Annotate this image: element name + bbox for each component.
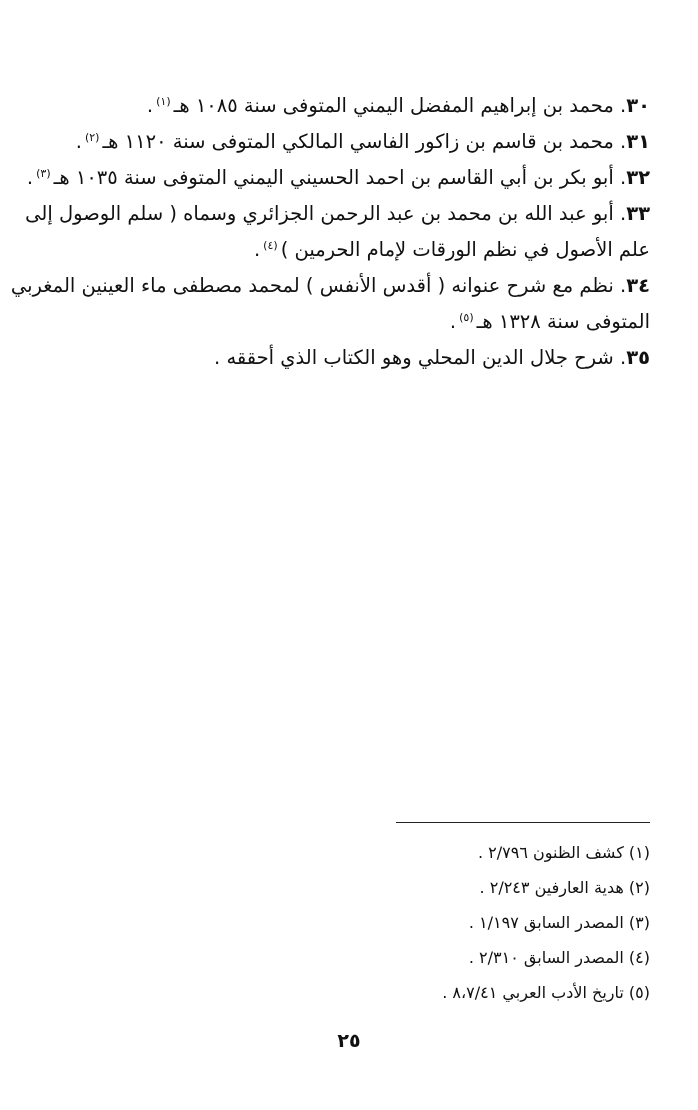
entry-end: . <box>253 238 261 261</box>
list-item <box>72 88 650 124</box>
manuscript-list <box>10 88 650 376</box>
footnotes <box>250 835 650 1010</box>
footnote: (٥) تاريخ الأدب العربي ٨،٧/٤١ . <box>442 983 650 1002</box>
entry-text: شرح جلال الدين المحلي وهو الكتاب الذي أحققه . <box>214 346 614 369</box>
footnote-ref: (٢) <box>84 130 100 144</box>
footnote-divider <box>396 822 650 823</box>
footnote-ref: (٥) <box>459 310 474 324</box>
footnote-ref: (١) <box>156 94 171 108</box>
entry-text: نظم مع شرح عنوانه ( أقدس الأنفس ) لمحمد مصطفى ماء العينين المغربي <box>10 274 614 297</box>
entry-line: ٣٣. أبو عبد الله بن محمد بن عبد الرحمن الجزائري وسماه ( سلم الوصول إلى <box>25 202 650 225</box>
page-number: ٢٥ <box>337 1030 361 1052</box>
entry-line: ٣٤. نظم مع شرح عنوانه ( أقدس الأنفس ) لمحمد مصطفى ماء العينين المغربي <box>10 274 650 297</box>
list-item <box>26 160 650 196</box>
entry-text: المتوفى سنة ١٣٢٨ هـ <box>476 310 650 333</box>
entry-number: ٣٥ <box>626 346 650 369</box>
entry-end: . <box>75 130 82 153</box>
entry-line-continued <box>72 232 650 268</box>
entry-text: أبو عبد الله بن محمد بن عبد الرحمن الجزائري وسماه ( سلم الوصول إلى <box>25 202 614 225</box>
entry-number: ٣٢ <box>626 166 650 189</box>
entry-number: ٣٠ <box>626 94 650 117</box>
list-item <box>10 268 650 340</box>
entry-line: ٣١. محمد بن قاسم بن زاكور الفاسي المالكي المتوفى سنة ١١٢٠ هـ$^{(٢)}$. <box>75 130 650 153</box>
entry-text: أبو بكر بن أبي القاسم بن احمد الحسيني اليمني المتوفى سنة ١٠٣٥ هـ <box>53 166 614 189</box>
entry-number: ٣٤ <box>626 274 650 297</box>
list-item <box>72 124 650 160</box>
entry-end: . <box>26 166 34 189</box>
entry-number: ٣١ <box>626 130 650 153</box>
list-item <box>72 340 650 376</box>
entry-line: ٣٥. شرح جلال الدين المحلي وهو الكتاب الذي أحققه . <box>214 346 650 369</box>
footnote-ref: (٤) <box>263 238 278 252</box>
entry-line: ٣٠. محمد بن إبراهيم المفضل اليمني المتوفى سنة ١٠٨٥ هـ$^{(١)}$. <box>146 94 650 117</box>
entry-line: ٣٢. أبو بكر بن أبي القاسم بن احمد الحسيني اليمني المتوفى سنة ١٠٣٥ هـ$^{(٣)}$. <box>26 166 650 189</box>
footnote: (٤) المصدر السابق ٢/٣١٠ . <box>468 948 650 967</box>
footnote: (٢) هدية العارفين ٢/٢٤٣ . <box>479 878 650 897</box>
entry-number: ٣٣ <box>626 202 650 225</box>
entry-text: علم الأصول في نظم الورقات لإمام الحرمين ) <box>280 238 650 261</box>
entry-end: . <box>449 310 457 333</box>
entry-line-continued <box>72 304 650 340</box>
footnote: (٣) المصدر السابق ١/١٩٧ . <box>468 913 650 932</box>
entry-text: محمد بن قاسم بن زاكور الفاسي المالكي المتوفى سنة ١١٢٠ هـ <box>102 130 614 153</box>
footnote: (١) كشف الظنون ٢/٧٩٦ . <box>477 843 650 862</box>
list-item <box>25 196 650 268</box>
entry-text: محمد بن إبراهيم المفضل اليمني المتوفى سنة ١٠٨٥ هـ <box>173 94 614 117</box>
footnote-ref: (٣) <box>36 166 51 180</box>
entry-end: . <box>146 94 154 117</box>
